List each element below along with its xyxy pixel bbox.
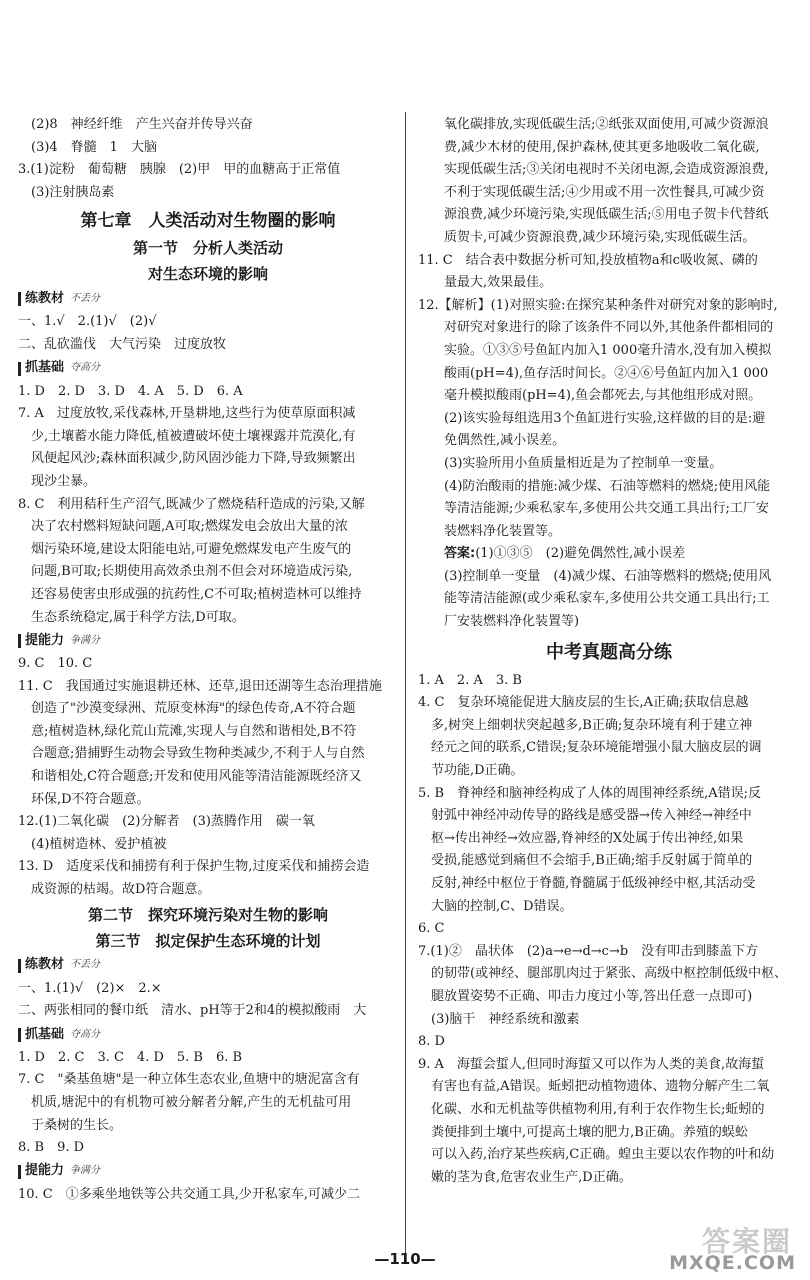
answer-text-line: 13. D 适度采伐和捕捞有利于保护生物,过度采伐和捕捞会造 bbox=[18, 859, 370, 875]
answer-text-line: 射弧中神经冲动传导的路线是感受器→传入神经→神经中 bbox=[431, 808, 752, 824]
answer-text-line: 一、1.√ 2.(1)√ (2)√ bbox=[18, 314, 157, 330]
answer-text-line: 现沙尘暴。 bbox=[31, 473, 97, 489]
tag-name: 抓基础 bbox=[25, 360, 65, 376]
answer-text-line: 1. A 2. A 3. B bbox=[418, 672, 522, 688]
answer-text-line: 嫩的茎为食,危害农业生产,D正确。 bbox=[431, 1169, 632, 1185]
exam-section-title: 中考真题高分练 bbox=[546, 641, 672, 663]
answer-text-line: 二、乱砍滥伐 大气污染 过度放牧 bbox=[18, 336, 227, 352]
left-column bbox=[18, 114, 398, 1206]
answer-text-line: 节功能,D正确。 bbox=[431, 763, 524, 779]
answer-text-line: 1. D 2. C 3. C 4. D 5. B 6. B bbox=[18, 1049, 243, 1065]
answer-text-line: 7. A 过度放牧,采伐森林,开垦耕地,这些行为使草原面积减 bbox=[18, 406, 356, 422]
answer-text-line: (3)实验所用小鱼质量相近是为了控制单一变量。 bbox=[444, 455, 723, 471]
watermark-logo bbox=[625, 1218, 800, 1276]
answer-text-line: 实验。①③⑤号鱼缸内加入1 000毫升清水,没有加入模拟 bbox=[444, 342, 772, 358]
section-title: 对生态环境的影响 bbox=[147, 265, 268, 284]
answer-text-line: 二、两张相同的餐巾纸 清水、pH等于2和4的模拟酸雨 大 bbox=[18, 1003, 367, 1019]
answer-text-line: (3)注射胰岛素 bbox=[31, 184, 115, 200]
answer-text-line: 一、1.(1)√ (2)× 2.× bbox=[18, 980, 162, 996]
tag-name: 提能力 bbox=[25, 632, 65, 648]
practice-tag bbox=[18, 629, 398, 653]
answer-text-line: (3)控制单一变量 (4)减少煤、石油等燃料的燃烧;使用风 bbox=[444, 568, 772, 584]
answer-text: (1)①③⑤ (2)避免偶然性,减小误差 bbox=[475, 546, 686, 562]
answer-text-line: 7. C "桑基鱼塘"是一种立体生态农业,鱼塘中的塘泥富含有 bbox=[18, 1072, 360, 1088]
answer-text-line: 生态系统稳定,属于科学方法,D可取。 bbox=[31, 609, 245, 625]
answer-text-line: 枢→传出神经→效应器,脊神经的X处属于传出神经,如果 bbox=[431, 830, 744, 846]
answer-text-line: 烟污染环境,建设太阳能电站,可避免燃煤发电产生废气的 bbox=[31, 541, 352, 557]
answer-text-line: 质贺卡,可减少资源浪费,减少环境污染,实现低碳生活。 bbox=[444, 229, 756, 245]
page-number: —110— bbox=[374, 1250, 436, 1268]
answer-text-line: 反射,神经中枢位于脊髓,脊髓属于低级神经中枢,其活动受 bbox=[431, 876, 756, 891]
answer-text-line: 厂安装燃料净化装置等) bbox=[444, 614, 580, 630]
practice-tag bbox=[18, 357, 398, 381]
answer-text-line: (3)脑干 神经系统和激素 bbox=[431, 1011, 580, 1027]
answer-text-line: 创造了"沙漠变绿洲、荒原变林海"的绿色传奇,A不符合题 bbox=[31, 701, 356, 717]
answer-text-line: 5. B 脊神经和脑神经构成了人体的周围神经系统,A错误;反 bbox=[418, 785, 761, 801]
answer-text-line: (4)植树造林、爱护植被 bbox=[31, 836, 167, 852]
answer-text-line: 8. D bbox=[418, 1034, 445, 1050]
answer-text-line: 合题意;猎捕野生动物会导致生物种类减少,不利于人与自然 bbox=[31, 746, 365, 762]
answer-text-line: 化碳、水和无机盐等供植物利用,有利于农作物生长;蚯蚓的 bbox=[431, 1101, 765, 1117]
answer-text-line: 成资源的枯竭。故D符合题意。 bbox=[31, 882, 211, 898]
right-column bbox=[418, 114, 800, 1189]
answer-text-line: 问题,B可取;长期使用高效杀虫剂不但会对环境造成污染, bbox=[31, 564, 353, 580]
answer-text-line: 氧化碳排放,实现低碳生活;②纸张双面使用,可减少资源浪 bbox=[444, 117, 769, 132]
answer-text-line: 风便起风沙;森林面积减少,防风固沙能力下降,导致频繁出 bbox=[31, 451, 356, 467]
practice-tag bbox=[18, 1160, 398, 1184]
answer-text-line: 量最大,效果最佳。 bbox=[444, 275, 553, 291]
answer-text-line: 不利于实现低碳生活;④少用或不用一次性餐具,可减少资 bbox=[444, 184, 765, 200]
tag-bar-icon bbox=[18, 292, 21, 306]
answer-text-line: 10. C ①多乘坐地铁等公共交通工具,少开私家车,可减少二 bbox=[18, 1186, 361, 1202]
answer-text-line: 12.【解析】(1)对照实验:在探究某种条件对研究对象的影响时, bbox=[418, 297, 778, 313]
answer-text-line: 少,土壤蓄水能力降低,植被遭破坏使土壤裸露并荒漠化,有 bbox=[31, 428, 356, 444]
answer-text-line: 的韧带(或神经、腿部肌肉过于紧张、高级中枢控制低级中枢、 bbox=[431, 966, 788, 982]
tag-subtitle: 不丢分 bbox=[70, 293, 101, 305]
answer-text-line: 酸雨(pH=4),鱼存活时间长。②④⑥号鱼缸内加入1 000 bbox=[444, 365, 769, 381]
answer-text-line: 4. C 复杂环境能促进大脑皮层的生长,A正确;获取信息越 bbox=[418, 695, 749, 711]
answer-text-line: 9. C 10. C bbox=[18, 656, 93, 672]
tag-name: 提能力 bbox=[25, 1163, 65, 1179]
tag-subtitle: 夺高分 bbox=[70, 362, 101, 374]
answer-text-line: 还容易使害虫形成强的抗药性,C不可取;植树造林可以维持 bbox=[31, 586, 362, 602]
answer-text-line: 12.(1)二氧化碳 (2)分解者 (3)蒸腾作用 碳一氧 bbox=[18, 814, 315, 830]
answer-line bbox=[418, 543, 800, 566]
answer-text-line: 等清洁能源;少乘私家车,多使用公共交通工具出行;工厂安 bbox=[444, 501, 769, 517]
answer-text-line: (2)8 神经纤维 产生兴奋并传导兴奋 bbox=[31, 117, 253, 132]
answer-text-line: 11. C 结合表中数据分析可知,投放植物a和c吸收氮、磷的 bbox=[418, 252, 758, 268]
tag-bar-icon bbox=[18, 634, 21, 648]
answer-text-line: 能等清洁能源(或少乘私家车,多使用公共交通工具出行;工 bbox=[444, 591, 770, 607]
section-title: 第一节 分析人类活动 bbox=[132, 239, 283, 258]
answer-text-line: 意;植树造林,绿化荒山荒滩,实现人与自然和谐相处,B不符 bbox=[31, 723, 357, 739]
tag-subtitle: 夺高分 bbox=[70, 1028, 101, 1040]
answer-text-line: 免偶然性,减小误差。 bbox=[444, 433, 566, 449]
section-title: 第二节 探究环境污染对生物的影响 bbox=[87, 905, 328, 924]
answer-text-line: (4)防治酸雨的措施:减少煤、石油等燃料的燃烧;使用风能 bbox=[444, 478, 771, 494]
answer-text-line: 9. A 海蜇会蜇人,但同时海蜇又可以作为人类的美食,故海蜇 bbox=[418, 1056, 765, 1072]
answer-text-line: 和谐相处,C符合题意;开发和使用风能等清洁能源既经济又 bbox=[31, 769, 362, 785]
answer-label: 答案: bbox=[444, 546, 476, 562]
practice-tag bbox=[18, 954, 398, 978]
answer-text-line: 大脑的控制,C、D错误。 bbox=[431, 898, 573, 914]
answer-text-line: 费,减少木材的使用,保护森林,使其更多地吸收二氧化碳, bbox=[444, 139, 760, 155]
answer-text-line: 经元之间的联系,C错误;复杂环境能增强小鼠大脑皮层的调 bbox=[431, 740, 762, 756]
answer-text-line: 6. C bbox=[418, 921, 445, 937]
answer-text-line: (2)该实验每组选用3个鱼缸进行实验,这样做的目的是:避 bbox=[444, 410, 766, 426]
tag-name: 练教材 bbox=[25, 291, 65, 307]
answer-text-line: 8. B 9. D bbox=[18, 1140, 85, 1156]
tag-subtitle: 争满分 bbox=[70, 634, 101, 646]
chapter-title: 第七章 人类活动对生物圈的影响 bbox=[80, 211, 336, 232]
answer-text-line: 可以入药,治疗某些疾病,C正确。蝗虫主要以农作物的叶和幼 bbox=[431, 1147, 775, 1163]
answer-text-line: 对研究对象进行的除了该条件不同以外,其他条件都相同的 bbox=[444, 320, 774, 336]
answer-text-line: 粪便排到土壤中,可提高土壤的肥力,B正确。养殖的蜈蚣 bbox=[431, 1124, 748, 1140]
answer-text-line: 11. C 我国通过实施退耕还林、还草,退田还湖等生态治理措施 bbox=[18, 678, 382, 694]
tag-bar-icon bbox=[18, 1028, 21, 1042]
answer-text-line: 多,树突上细刺状突起越多,B正确;复杂环境有利于建立神 bbox=[431, 717, 753, 733]
answer-text-line: 于桑树的生长。 bbox=[31, 1117, 123, 1133]
answer-text-line: 3.(1)淀粉 葡萄糖 胰腺 (2)甲 甲的血糖高于正常值 bbox=[18, 162, 341, 178]
tag-subtitle: 不丢分 bbox=[70, 959, 101, 971]
answer-text-line: 腿放置姿势不正确、叩击力度过小等,答出任意一点即可) bbox=[431, 988, 753, 1004]
tag-subtitle: 争满分 bbox=[70, 1165, 101, 1177]
watermark-text: MXQE.COM bbox=[669, 1252, 796, 1274]
answer-text-line: 装燃料净化装置等。 bbox=[444, 523, 562, 539]
tag-bar-icon bbox=[18, 959, 21, 973]
answer-text-line: 决了农村燃料短缺问题,A可取;燃煤发电会放出大量的浓 bbox=[31, 519, 348, 535]
answer-text-line: 7.(1)② 晶状体 (2)a→e→d→c→b 没有叩击到膝盖下方 bbox=[418, 943, 759, 959]
answer-text-line: 有害也有益,A错误。蚯蚓把动植物遗体、遗物分解产生二氧 bbox=[431, 1079, 770, 1095]
answer-text-line: 受损,能感觉到痛但不会缩手,B正确;缩手反射属于简单的 bbox=[431, 853, 753, 869]
watermark-chinese: 答案圈 bbox=[701, 1225, 792, 1258]
practice-tag bbox=[18, 287, 398, 311]
tag-bar-icon bbox=[18, 1165, 21, 1179]
answer-text-line: 毫升模拟酸雨(pH=4),鱼会都死去,与其他组形成对照。 bbox=[444, 388, 762, 404]
answer-text-line: 实现低碳生活;③关闭电视时不关闭电源,会造成资源浪费, bbox=[444, 162, 769, 178]
tag-name: 抓基础 bbox=[25, 1026, 65, 1042]
column-divider bbox=[405, 112, 406, 1262]
answer-text-line: 1. D 2. D 3. D 4. A 5. D 6. A bbox=[18, 383, 243, 399]
section-title: 第三节 拟定保护生态环境的计划 bbox=[95, 931, 321, 950]
practice-tag bbox=[18, 1023, 398, 1047]
answer-text-line: (3)4 脊髓 1 大脑 bbox=[31, 139, 157, 155]
answer-text-line: 源浪费,减少环境污染,实现低碳生活;⑤用电子贺卡代替纸 bbox=[444, 207, 769, 223]
tag-name: 练教材 bbox=[25, 957, 65, 973]
answer-text-line: 8. C 利用秸秆生产沼气,既减少了燃烧秸秆造成的污染,又解 bbox=[18, 496, 365, 512]
answer-text-line: 机质,塘泥中的有机物可被分解者分解,产生的无机盐可用 bbox=[31, 1095, 352, 1110]
tag-bar-icon bbox=[18, 362, 21, 376]
answer-text-line: 环保,D不符合题意。 bbox=[31, 791, 150, 807]
